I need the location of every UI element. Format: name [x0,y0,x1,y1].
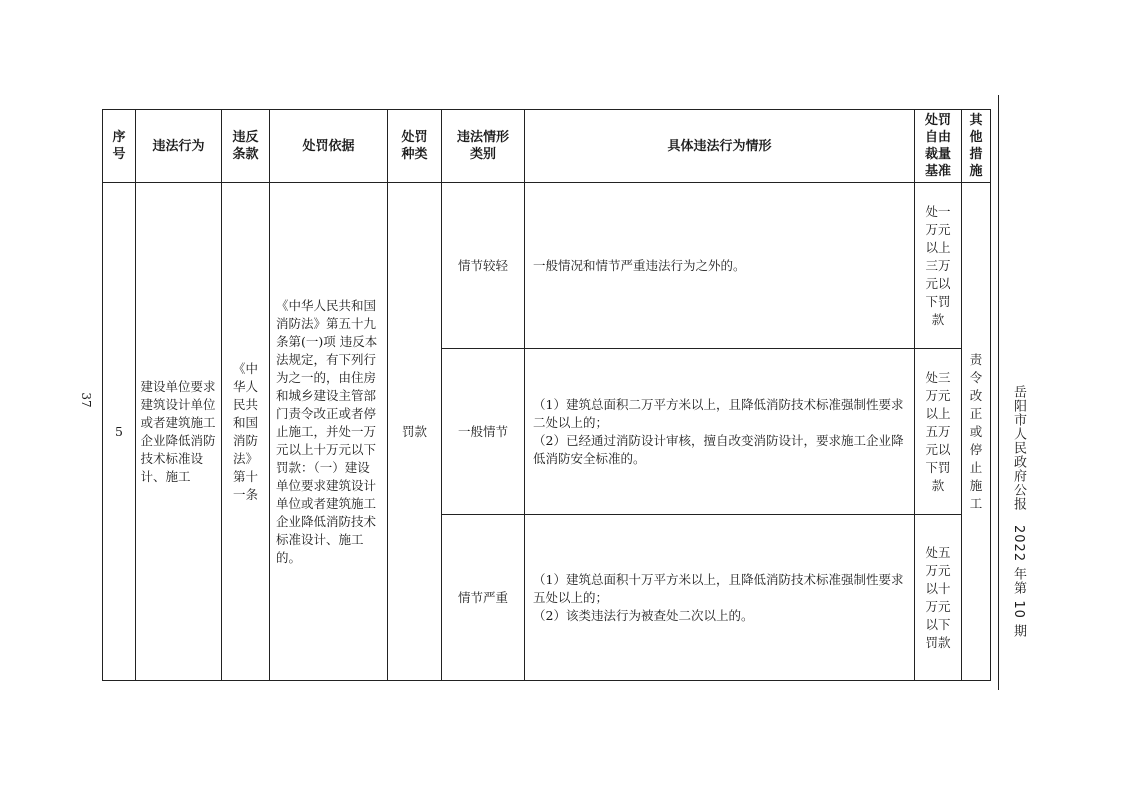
table-row [103,183,991,349]
cell-discretion-minor: 处一万元以上三万元以下罚款 [915,183,962,349]
publication-title: 岳阳市人民政府公报 [1011,385,1026,511]
header-other-measures: 其他措施 [962,110,991,183]
header-penalty-basis: 处罚依据 [270,110,388,183]
detail-line: （1）建筑总面积二万平方米以上，且降低消防技术标准强制性要求二处以上的； [533,396,904,430]
cell-details-serious [525,515,915,681]
header-violated-article: 违反条款 [222,110,270,183]
cell-details-general [525,349,915,515]
table-header-row [103,110,991,183]
cell-other-measures: 责令改正或停止施工 [962,183,991,681]
cell-details-minor [525,183,915,349]
detail-line: （2）该类违法行为被查处二次以上的。 [533,607,754,623]
running-header [1008,385,1028,685]
cell-category-minor: 情节较轻 [442,183,525,349]
page-number: 37 [79,392,93,408]
header-circumstance-category: 违法情形类别 [442,110,525,183]
cell-category-general: 一般情节 [442,349,525,515]
cell-violated-article: 《中华人民共和国消防法》第十一条 [222,183,270,681]
cell-discretion-general: 处三万元以上五万元以下罚款 [915,349,962,515]
header-seq: 序号 [103,110,136,183]
cell-seq: 5 [103,183,136,681]
header-discretion-standard: 处罚自由裁量基准 [915,110,962,183]
detail-line: 一般情况和情节严重违法行为之外的。 [533,257,746,273]
cell-penalty-type: 罚款 [388,183,442,681]
cell-penalty-basis: 《中华人民共和国消防法》第五十九条第(一)项 违反本法规定，有下列行为之一的，由住房和城乡建设主管部门责令改正或者停止施工，并处一万元以上十万元以下罚款：（一）建设单位要求建筑设计单位或者建筑施工企业降低消防技术标准设计、施工的。 [270,183,388,681]
cell-category-serious: 情节严重 [442,515,525,681]
side-divider-rule [998,95,999,690]
header-violation-details: 具体违法行为情形 [525,110,915,183]
detail-line: （1）建筑总面积十万平方米以上，且降低消防技术标准强制性要求五处以上的； [533,571,904,605]
header-violation-act: 违法行为 [136,110,222,183]
cell-discretion-serious: 处五万元以十万元以下罚款 [915,515,962,681]
cell-violation-act: 建设单位要求建筑设计单位或者建筑施工企业降低消防技术标准设计、施工 [136,183,222,681]
detail-line: （2）已经通过消防设计审核，擅自改变消防设计，要求施工企业降低消防安全标准的。 [533,432,904,466]
issue-label: 2022 年第 10 期 [1011,525,1026,639]
penalty-discretion-table [102,109,991,681]
header-penalty-type: 处罚种类 [388,110,442,183]
